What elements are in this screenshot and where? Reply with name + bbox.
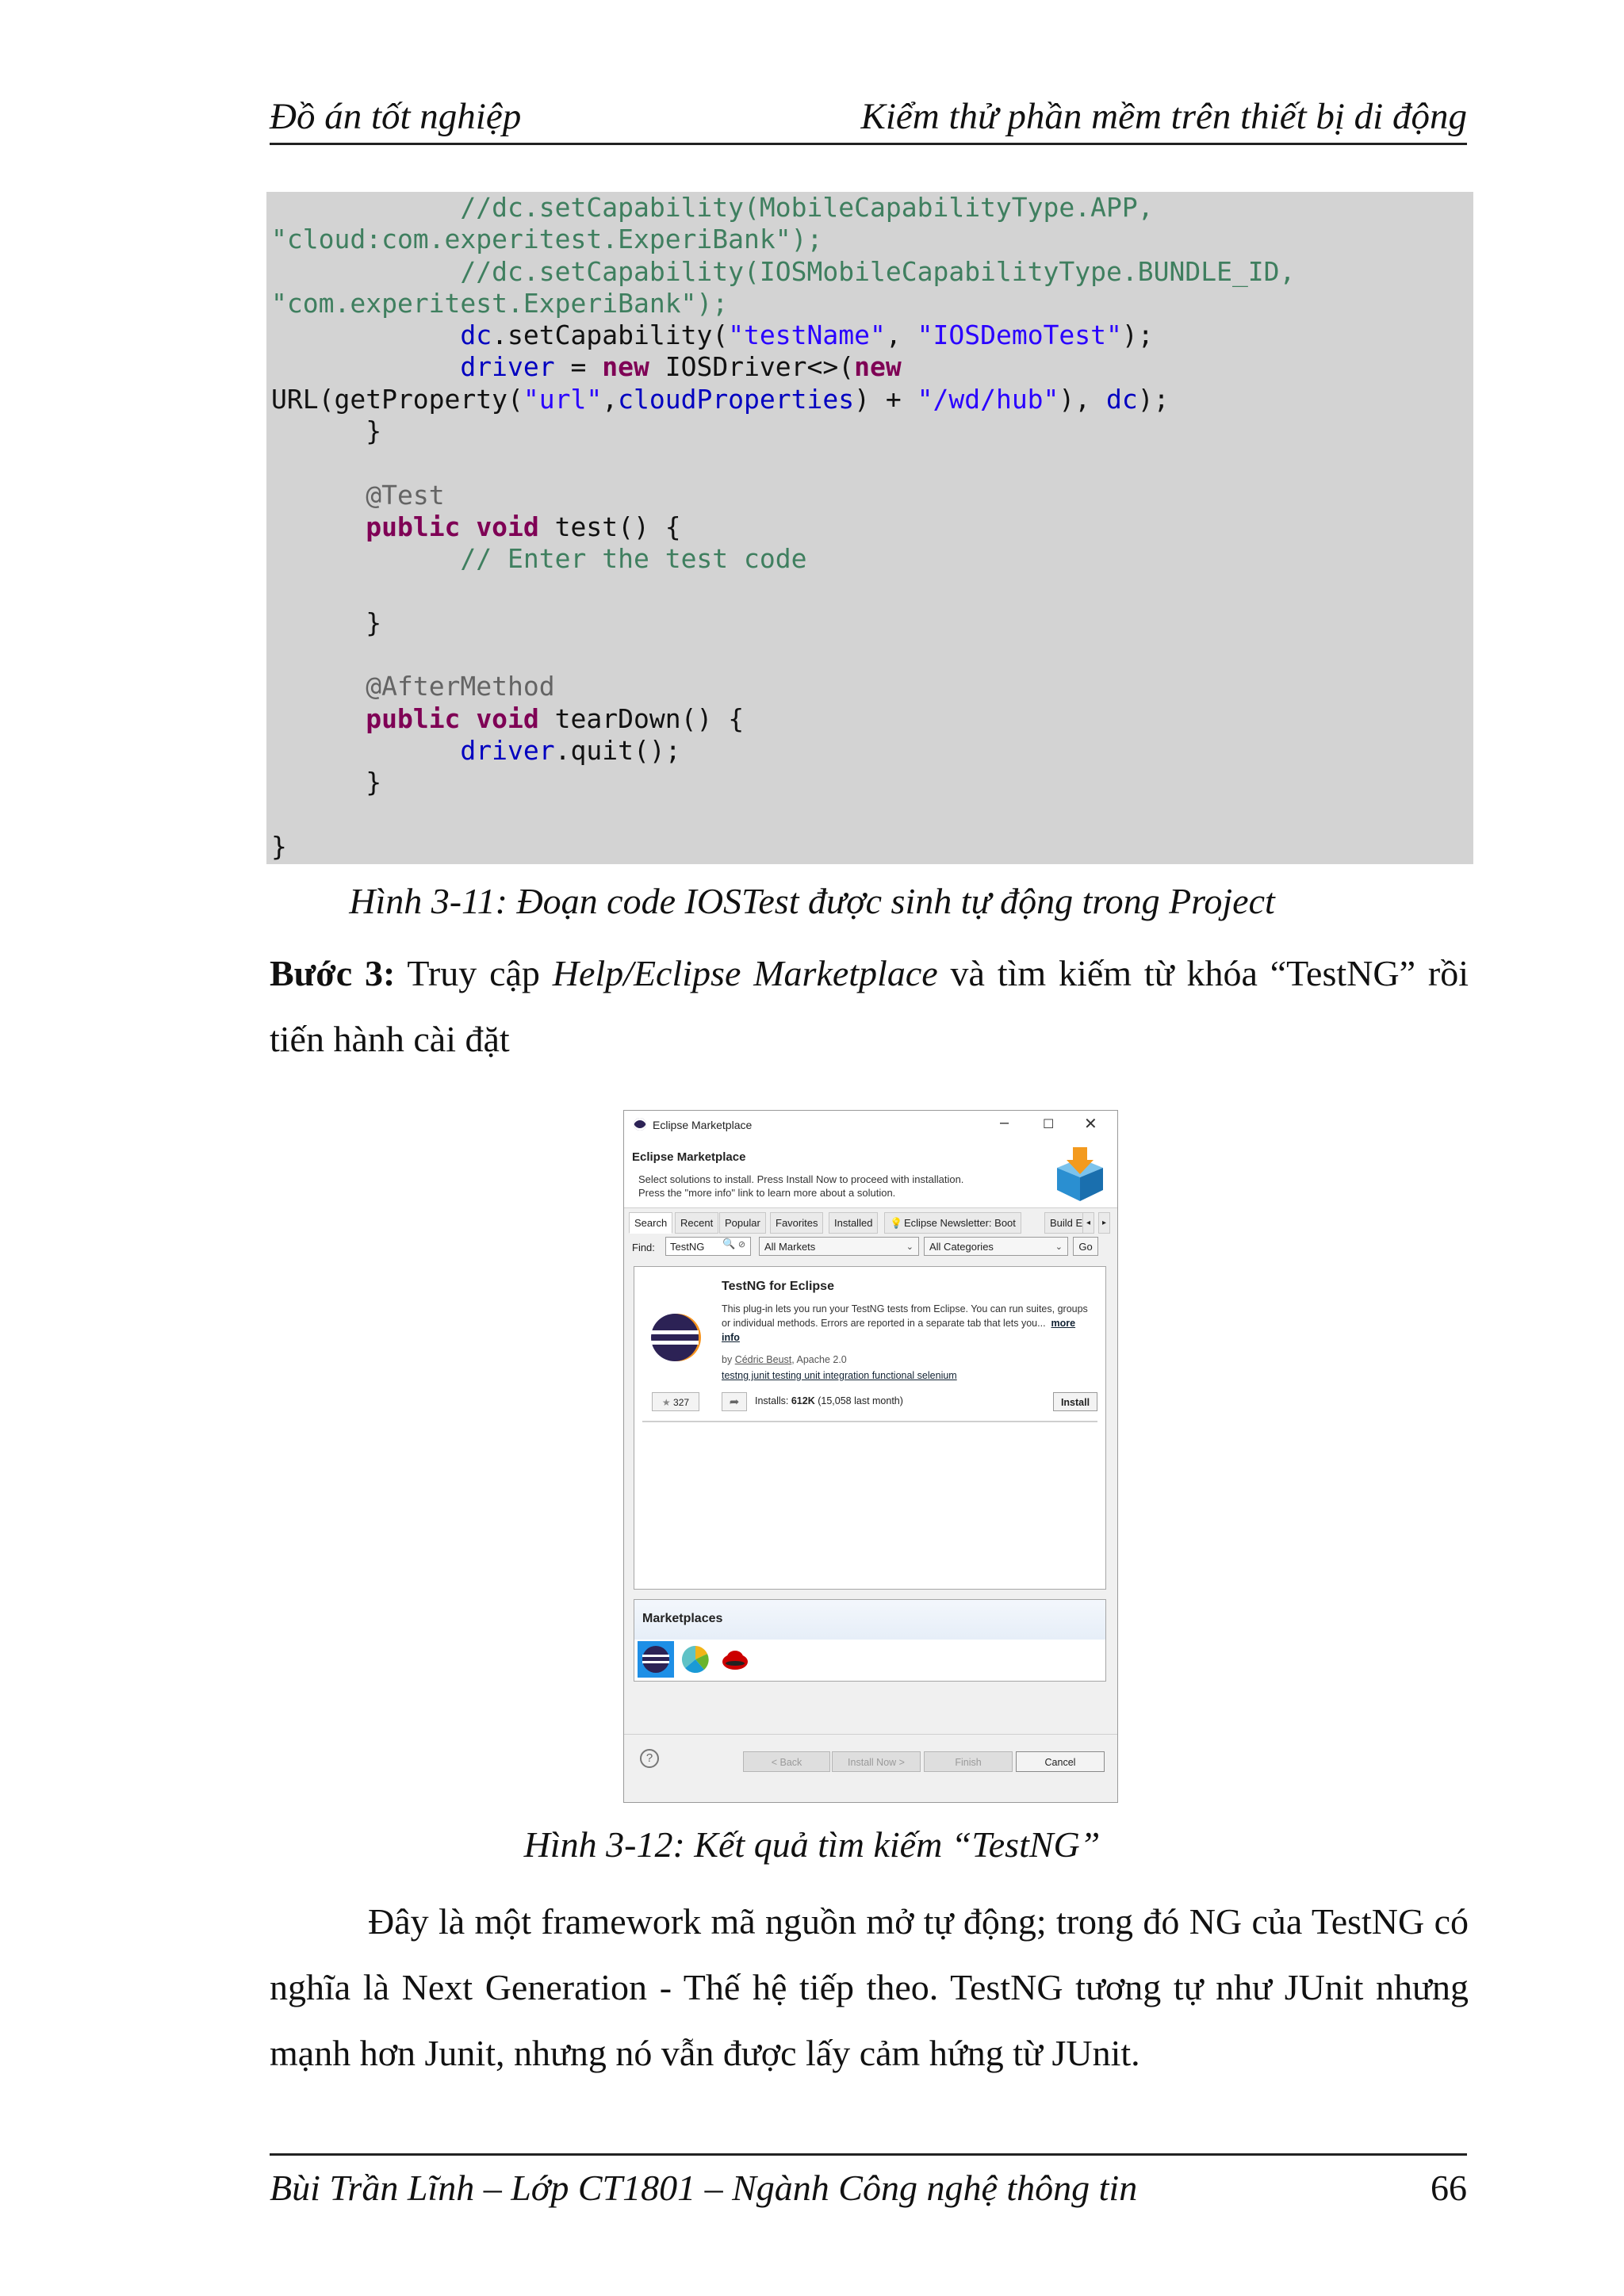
code-token: );: [1137, 383, 1170, 415]
code-token: //dc.setCapability(MobileCapabilityType.APP,: [460, 192, 1154, 223]
code-token: [271, 543, 460, 574]
result-license: , Apache 2.0: [791, 1354, 847, 1365]
step-3-label: Bước 3:: [270, 953, 396, 993]
code-line: [266, 799, 1473, 831]
categories-select[interactable]: [924, 1237, 1068, 1256]
code-token: new: [602, 351, 649, 383]
code-listing: [266, 192, 1473, 864]
tab-scroll-left-icon[interactable]: ◂: [1082, 1212, 1094, 1234]
tab-recent[interactable]: Recent: [675, 1212, 718, 1234]
code-token: ) +: [854, 383, 917, 415]
share-arrow-icon: ➦: [729, 1395, 740, 1409]
step-3-menu-path: Help/Eclipse Marketplace: [552, 953, 938, 993]
tab-search[interactable]: Search: [629, 1212, 672, 1234]
code-line: [266, 671, 1473, 702]
cancel-button[interactable]: Cancel: [1016, 1751, 1105, 1772]
redhat-marketplace-option[interactable]: [717, 1641, 753, 1678]
close-icon[interactable]: ✕: [1084, 1115, 1097, 1133]
tab-newsletter[interactable]: [884, 1212, 1021, 1234]
find-field-icons: [722, 1238, 745, 1250]
code-token: URL(getProperty(: [271, 383, 523, 415]
page-footer: [270, 2153, 1467, 2213]
dialog-heading: Eclipse Marketplace: [632, 1150, 746, 1164]
chevron-down-icon: ⌄: [906, 1242, 914, 1252]
dialog-description-line-1: Select solutions to install. Press Install Now to proceed with installation.: [638, 1173, 964, 1185]
code-token: driver: [460, 735, 555, 767]
code-token: IOSDriver<>(: [649, 351, 855, 383]
page-header: [270, 89, 1467, 145]
markets-select[interactable]: [759, 1237, 919, 1256]
marketplaces-title: Marketplaces: [642, 1612, 723, 1625]
code-line: [266, 320, 1473, 351]
code-line: [266, 703, 1473, 735]
figure-caption-3-11: Hình 3-11: Đoạn code IOSTest được sinh tự động trong Project: [349, 881, 1275, 921]
code-line: [266, 543, 1473, 575]
code-token: [271, 511, 366, 542]
code-token: driver: [460, 351, 555, 383]
tab-popular[interactable]: Popular: [719, 1212, 766, 1234]
code-line: [266, 415, 1473, 447]
chevron-down-icon: ⌄: [1055, 1242, 1063, 1252]
code-token: }: [271, 830, 287, 862]
code-line: [266, 256, 1473, 288]
code-token: [271, 192, 460, 223]
redhat-icon: [717, 1641, 753, 1678]
result-description: [722, 1302, 1094, 1345]
eclipse-logo-icon: [649, 1311, 701, 1364]
code-line: [266, 511, 1473, 543]
tab-newsletter-label: Eclipse Newsletter: Boot: [904, 1217, 1016, 1229]
lightbulb-icon: 💡: [890, 1217, 903, 1229]
find-input[interactable]: TestNG: [665, 1237, 751, 1256]
eclipse-app-icon: [634, 1118, 646, 1131]
result-author-line: [722, 1354, 847, 1365]
tab-scroll-right-icon[interactable]: ▸: [1098, 1212, 1110, 1234]
code-token: "IOSDemoTest": [917, 320, 1122, 351]
code-token: void: [476, 702, 539, 734]
code-line: [266, 192, 1473, 224]
code-token: "testName": [728, 320, 886, 351]
step-3-paragraph: [270, 940, 1469, 1072]
window-title: Eclipse Marketplace: [653, 1119, 753, 1131]
code-token: tearDown() {: [538, 702, 745, 734]
pinwheel-marketplace-option[interactable]: [677, 1641, 714, 1678]
code-token: [271, 735, 460, 766]
tab-installed[interactable]: Installed: [829, 1212, 878, 1234]
code-token: ,: [885, 320, 917, 351]
find-label: Find:: [632, 1242, 655, 1253]
favorite-count: 327: [673, 1397, 690, 1408]
search-results-panel: [634, 1266, 1106, 1590]
code-token: void: [476, 511, 539, 542]
code-token: @AfterMethod: [366, 671, 555, 702]
step-3-text-after: và tìm kiếm từ khóa “TestNG” rồi tiến hành cài đặt: [270, 953, 1469, 1059]
result-by-prefix: by: [722, 1354, 735, 1365]
code-token: public: [366, 511, 461, 542]
code-token: .quit();: [554, 735, 681, 767]
code-token: );: [1121, 320, 1154, 351]
search-icon[interactable]: 🔍: [722, 1238, 736, 1249]
code-token: //dc.setCapability(IOSMobileCapabilityType.BUNDLE_ID,: [460, 255, 1296, 287]
code-token: }: [271, 415, 382, 447]
header-separator: [624, 1207, 1117, 1208]
code-token: [271, 703, 366, 734]
more-info-link[interactable]: more info: [722, 1318, 1076, 1343]
header-left: Đồ án tốt nghiệp: [270, 96, 522, 137]
code-line: [266, 767, 1473, 798]
code-line: [266, 639, 1473, 671]
code-line: [266, 224, 1473, 255]
code-token: }: [271, 607, 382, 638]
markets-select-value: All Markets: [764, 1241, 816, 1253]
eclipse-logo-icon: [638, 1641, 674, 1678]
code-line: [266, 447, 1473, 479]
code-token: "url": [523, 383, 603, 415]
code-token: new: [854, 351, 902, 383]
header-right: Kiểm thử phần mềm trên thiết bị di động: [860, 96, 1467, 137]
pinwheel-icon: [677, 1641, 714, 1678]
code-token: [271, 480, 366, 511]
code-token: =: [554, 351, 603, 383]
code-token: [271, 320, 460, 350]
star-icon: ★: [661, 1397, 671, 1408]
result-description-text: This plug-in lets you run your TestNG tests from Eclipse. You can run suites, groups or individual methods. Errors are reported in a separate tab that lets you...: [722, 1303, 1088, 1329]
categories-select-value: All Categories: [929, 1241, 994, 1253]
eclipse-marketplace-window: [623, 1110, 1118, 1803]
window-titlebar: [624, 1111, 1117, 1139]
help-icon[interactable]: ?: [640, 1749, 659, 1768]
result-title[interactable]: TestNG for Eclipse: [722, 1280, 834, 1293]
code-line: [266, 480, 1473, 511]
eclipse-marketplace-option[interactable]: [638, 1641, 674, 1678]
code-token: [271, 351, 460, 382]
install-now-button[interactable]: Install Now >: [832, 1751, 921, 1772]
code-token: test() {: [538, 511, 681, 542]
code-line: [266, 288, 1473, 320]
footer-separator: [624, 1734, 1117, 1735]
installs-prefix: Installs:: [755, 1395, 791, 1406]
clear-filter-icon[interactable]: ⊘: [737, 1240, 746, 1249]
code-token: .setCapability(: [492, 320, 729, 351]
tab-build[interactable]: Build E: [1044, 1212, 1092, 1234]
code-token: [460, 511, 476, 542]
code-line: [266, 351, 1473, 383]
figure-caption-3-12: Hình 3-12: Kết quả tìm kiếm “TestNG”: [523, 1824, 1101, 1865]
code-token: [271, 671, 366, 702]
code-token: "com.experitest.ExperiBank");: [271, 287, 729, 319]
code-line: [266, 831, 1473, 863]
finish-button[interactable]: Finish: [924, 1751, 1013, 1772]
maximize-icon[interactable]: ☐: [1043, 1118, 1055, 1131]
code-token: @Test: [366, 479, 445, 511]
favorite-count-button[interactable]: [652, 1392, 699, 1411]
code-token: }: [271, 767, 382, 798]
code-token: "/wd/hub": [917, 383, 1059, 415]
code-token: "cloud:com.experitest.ExperiBank");: [271, 224, 823, 255]
code-token: // Enter the test code: [460, 543, 807, 575]
minimize-icon[interactable]: –: [1000, 1114, 1009, 1131]
code-line: [266, 576, 1473, 607]
installs-count: 612K: [791, 1395, 815, 1406]
result-tags[interactable]: testng junit testing unit integration functional selenium: [722, 1370, 957, 1381]
dialog-header: [624, 1139, 1117, 1207]
code-line: [266, 735, 1473, 767]
marketplaces-panel: [634, 1599, 1106, 1682]
dialog-description: [638, 1173, 963, 1200]
code-token: ,: [602, 383, 619, 415]
install-button[interactable]: Install: [1053, 1392, 1097, 1411]
body-paragraph: Đây là một framework mã nguồn mở tự động; trong đó NG của TestNG có nghĩa là Next Generation - Thế hệ tiếp theo. TestNG tương tự như JUnit nhưng mạnh hơn Junit, nhưng nó vẫn được lấy cảm hứng từ JUnit.: [270, 1901, 1469, 2073]
footer-author: Bùi Trần Lĩnh – Lớp CT1801 – Ngành Công nghệ thông tin: [270, 2168, 1138, 2208]
installs-info: [755, 1395, 903, 1406]
code-token: dc: [460, 320, 492, 351]
page-number: 66: [1431, 2168, 1467, 2208]
back-button[interactable]: < Back: [743, 1751, 830, 1772]
installs-suffix: (15,058 last month): [814, 1395, 903, 1406]
step-3-text-before: Truy cập: [395, 953, 553, 993]
author-link[interactable]: Cédric Beust: [734, 1354, 792, 1365]
code-token: public: [366, 702, 461, 734]
go-button[interactable]: Go: [1073, 1237, 1098, 1256]
code-token: [271, 256, 460, 287]
code-line: [266, 607, 1473, 639]
marketplaces-header: [634, 1600, 1105, 1640]
code-token: ),: [1059, 383, 1107, 415]
share-button[interactable]: [722, 1392, 747, 1411]
tab-favorites[interactable]: Favorites: [770, 1212, 823, 1234]
marketplace-box-icon: [1051, 1144, 1109, 1203]
code-token: cloudProperties: [618, 383, 855, 415]
result-separator: [642, 1421, 1097, 1422]
dialog-description-line-2: Press the "more info" link to learn more about a solution.: [638, 1187, 896, 1199]
code-token: dc: [1106, 383, 1138, 415]
code-line: [266, 384, 1473, 415]
code-token: [460, 703, 476, 734]
